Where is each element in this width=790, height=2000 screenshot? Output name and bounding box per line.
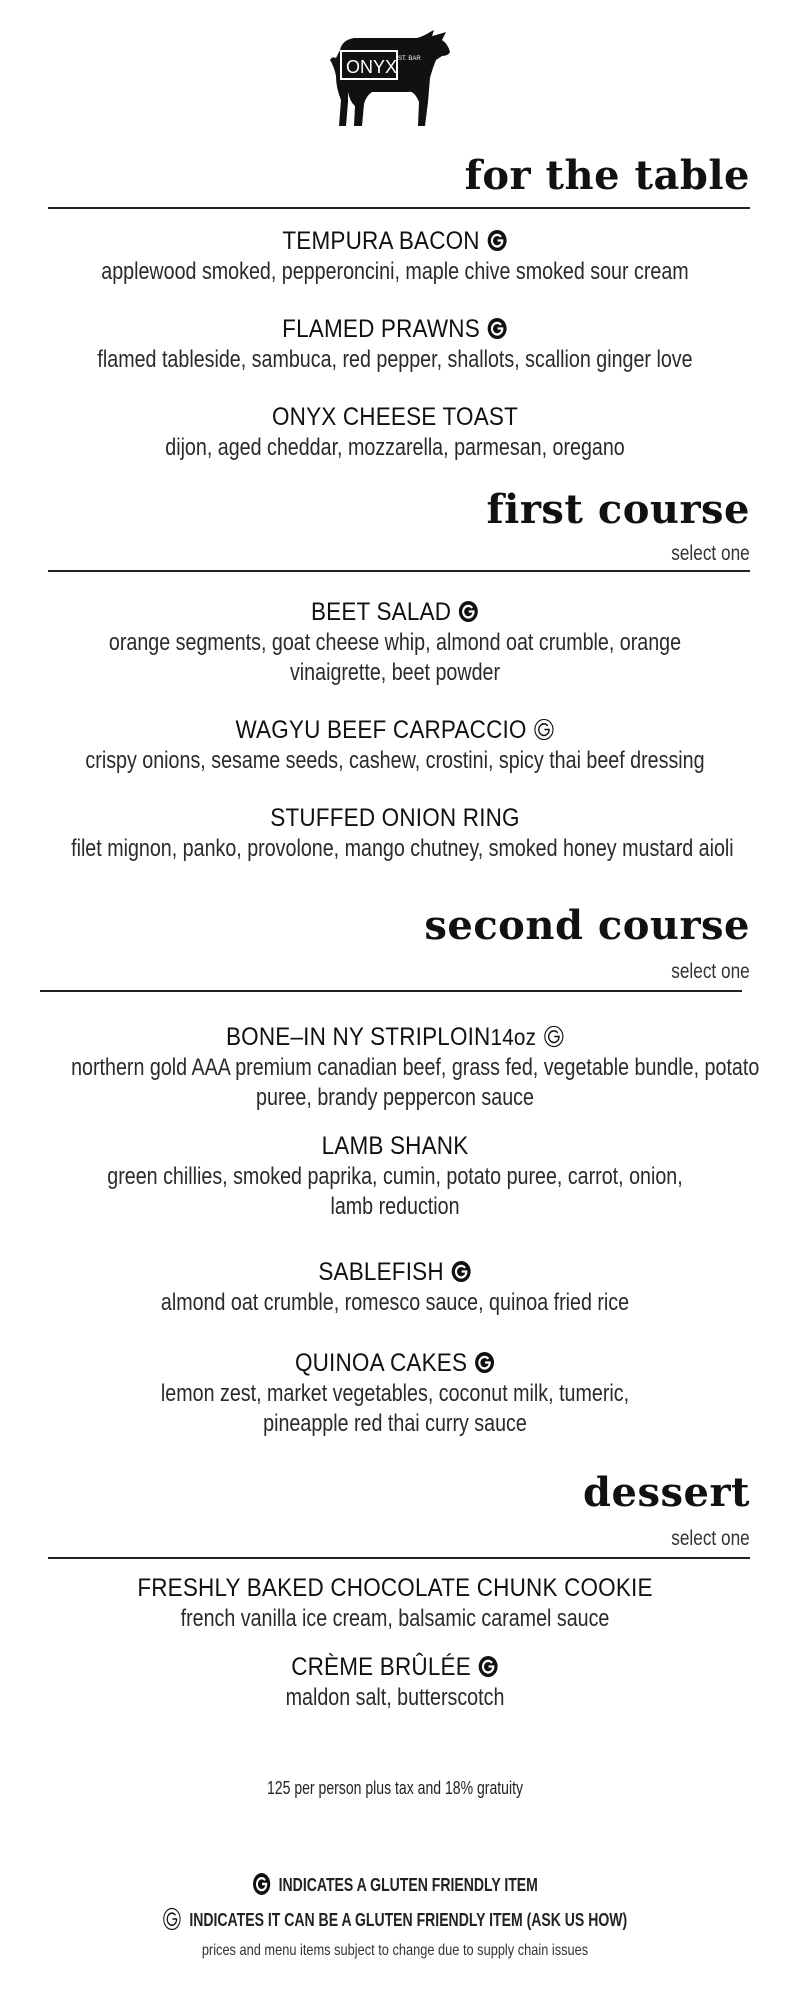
- item-name: FRESHLY BAKED CHOCOLATE CHUNK COOKIE: [137, 1574, 653, 1602]
- item-name: SABLEFISH: [318, 1258, 444, 1286]
- gluten-friendly-icon: [487, 229, 508, 252]
- gluten-friendly-icon: [478, 1655, 499, 1678]
- menu-item: [0, 1572, 790, 1634]
- menu-item: [0, 225, 790, 287]
- select-one-note: select one: [671, 1527, 750, 1550]
- can-be-gluten-friendly-icon: [534, 718, 555, 741]
- menu-item: [0, 596, 790, 688]
- legend-text: INDICATES IT CAN BE A GLUTEN FRIENDLY ITEM (ASK US HOW): [189, 1910, 628, 1930]
- gluten-friendly-icon: [458, 600, 479, 623]
- can-be-gluten-friendly-icon: [163, 1907, 182, 1931]
- select-one-note: select one: [671, 960, 750, 983]
- divider: [48, 570, 750, 572]
- select-one-note: select one: [671, 542, 750, 565]
- divider: [48, 1557, 750, 1559]
- gluten-friendly-icon: [487, 317, 508, 340]
- menu-item: [0, 714, 790, 776]
- gluten-friendly-icon: [451, 1260, 472, 1283]
- section-title-dessert: dessert: [583, 1469, 750, 1516]
- menu-item: [0, 802, 790, 864]
- item-description: almond oat crumble, romesco sauce, quinoa fried rice: [160, 1289, 630, 1316]
- divider: [40, 990, 742, 992]
- item-name: ONYX CHEESE TOAST: [271, 403, 519, 431]
- item-description: maldon salt, butterscotch: [285, 1684, 505, 1711]
- section-title-for-the-table: for the table: [464, 152, 750, 199]
- legend-text: INDICATES A GLUTEN FRIENDLY ITEM: [278, 1875, 538, 1895]
- menu-item: [0, 401, 790, 463]
- menu-item: [0, 1021, 790, 1113]
- cow-icon: [330, 30, 450, 126]
- section-title-second-course: second course: [424, 902, 750, 949]
- item-name: BONE–IN NY STRIPLOIN: [225, 1023, 491, 1051]
- item-description: green chillies, smoked paprika, cumin, potato puree, carrot, onion, lamb reduction: [107, 1163, 683, 1220]
- menu-item: [0, 1347, 790, 1439]
- legend-gluten-friendly: [87, 1872, 703, 1896]
- item-name: STUFFED ONION RING: [270, 804, 520, 832]
- menu-item: [0, 1651, 790, 1713]
- item-description: applewood smoked, pepperoncini, maple chive smoked sour cream: [101, 258, 689, 285]
- menu-item: [0, 1256, 790, 1318]
- divider: [48, 207, 750, 209]
- disclaimer: prices and menu items subject to change due to supply chain issues: [201, 1942, 589, 1959]
- item-name: LAMB SHANK: [321, 1132, 469, 1160]
- logo: [322, 30, 457, 128]
- can-be-gluten-friendly-icon: [543, 1025, 564, 1048]
- item-description: orange segments, goat cheese whip, almond oat crumble, orange vinaigrette, beet powder: [108, 629, 682, 686]
- menu-item: [0, 1130, 790, 1222]
- menu-item: [0, 313, 790, 375]
- gluten-friendly-icon: [252, 1872, 271, 1896]
- item-description: french vanilla ice cream, balsamic caramel sauce: [180, 1605, 610, 1632]
- item-weight: 14oz: [490, 1024, 537, 1050]
- gluten-friendly-icon: [474, 1351, 495, 1374]
- item-name: BEET SALAD: [310, 598, 452, 626]
- section-title-first-course: first course: [486, 486, 750, 533]
- item-name: FLAMED PRAWNS: [282, 315, 480, 343]
- price-note: 125 per person plus tax and 18% gratuity: [266, 1778, 524, 1798]
- item-name: WAGYU BEEF CARPACCIO: [235, 716, 527, 744]
- item-description: filet mignon, panko, provolone, mango chutney, smoked honey mustard aioli: [71, 835, 734, 862]
- svg-text:ST. BAR: ST. BAR: [398, 56, 421, 62]
- item-name: CRÈME BRÛLÉE: [291, 1653, 471, 1681]
- item-description: dijon, aged cheddar, mozzarella, parmesan, oregano: [165, 434, 625, 461]
- item-name: QUINOA CAKES: [294, 1349, 468, 1377]
- item-name: TEMPURA BACON: [282, 227, 480, 255]
- item-description: flamed tableside, sambuca, red pepper, shallots, scallion ginger love: [97, 346, 693, 373]
- svg-text:ONYX: ONYX: [346, 57, 398, 77]
- item-description: lemon zest, market vegetables, coconut milk, tumeric, pineapple red thai curry sauce: [160, 1380, 630, 1437]
- legend-can-be-gluten-friendly: [87, 1907, 703, 1931]
- item-description: northern gold AAA premium canadian beef, grass fed, vegetable bundle, potato puree, brandy peppercon sauce: [71, 1054, 760, 1111]
- item-description: crispy onions, sesame seeds, cashew, crostini, spicy thai beef dressing: [85, 747, 705, 774]
